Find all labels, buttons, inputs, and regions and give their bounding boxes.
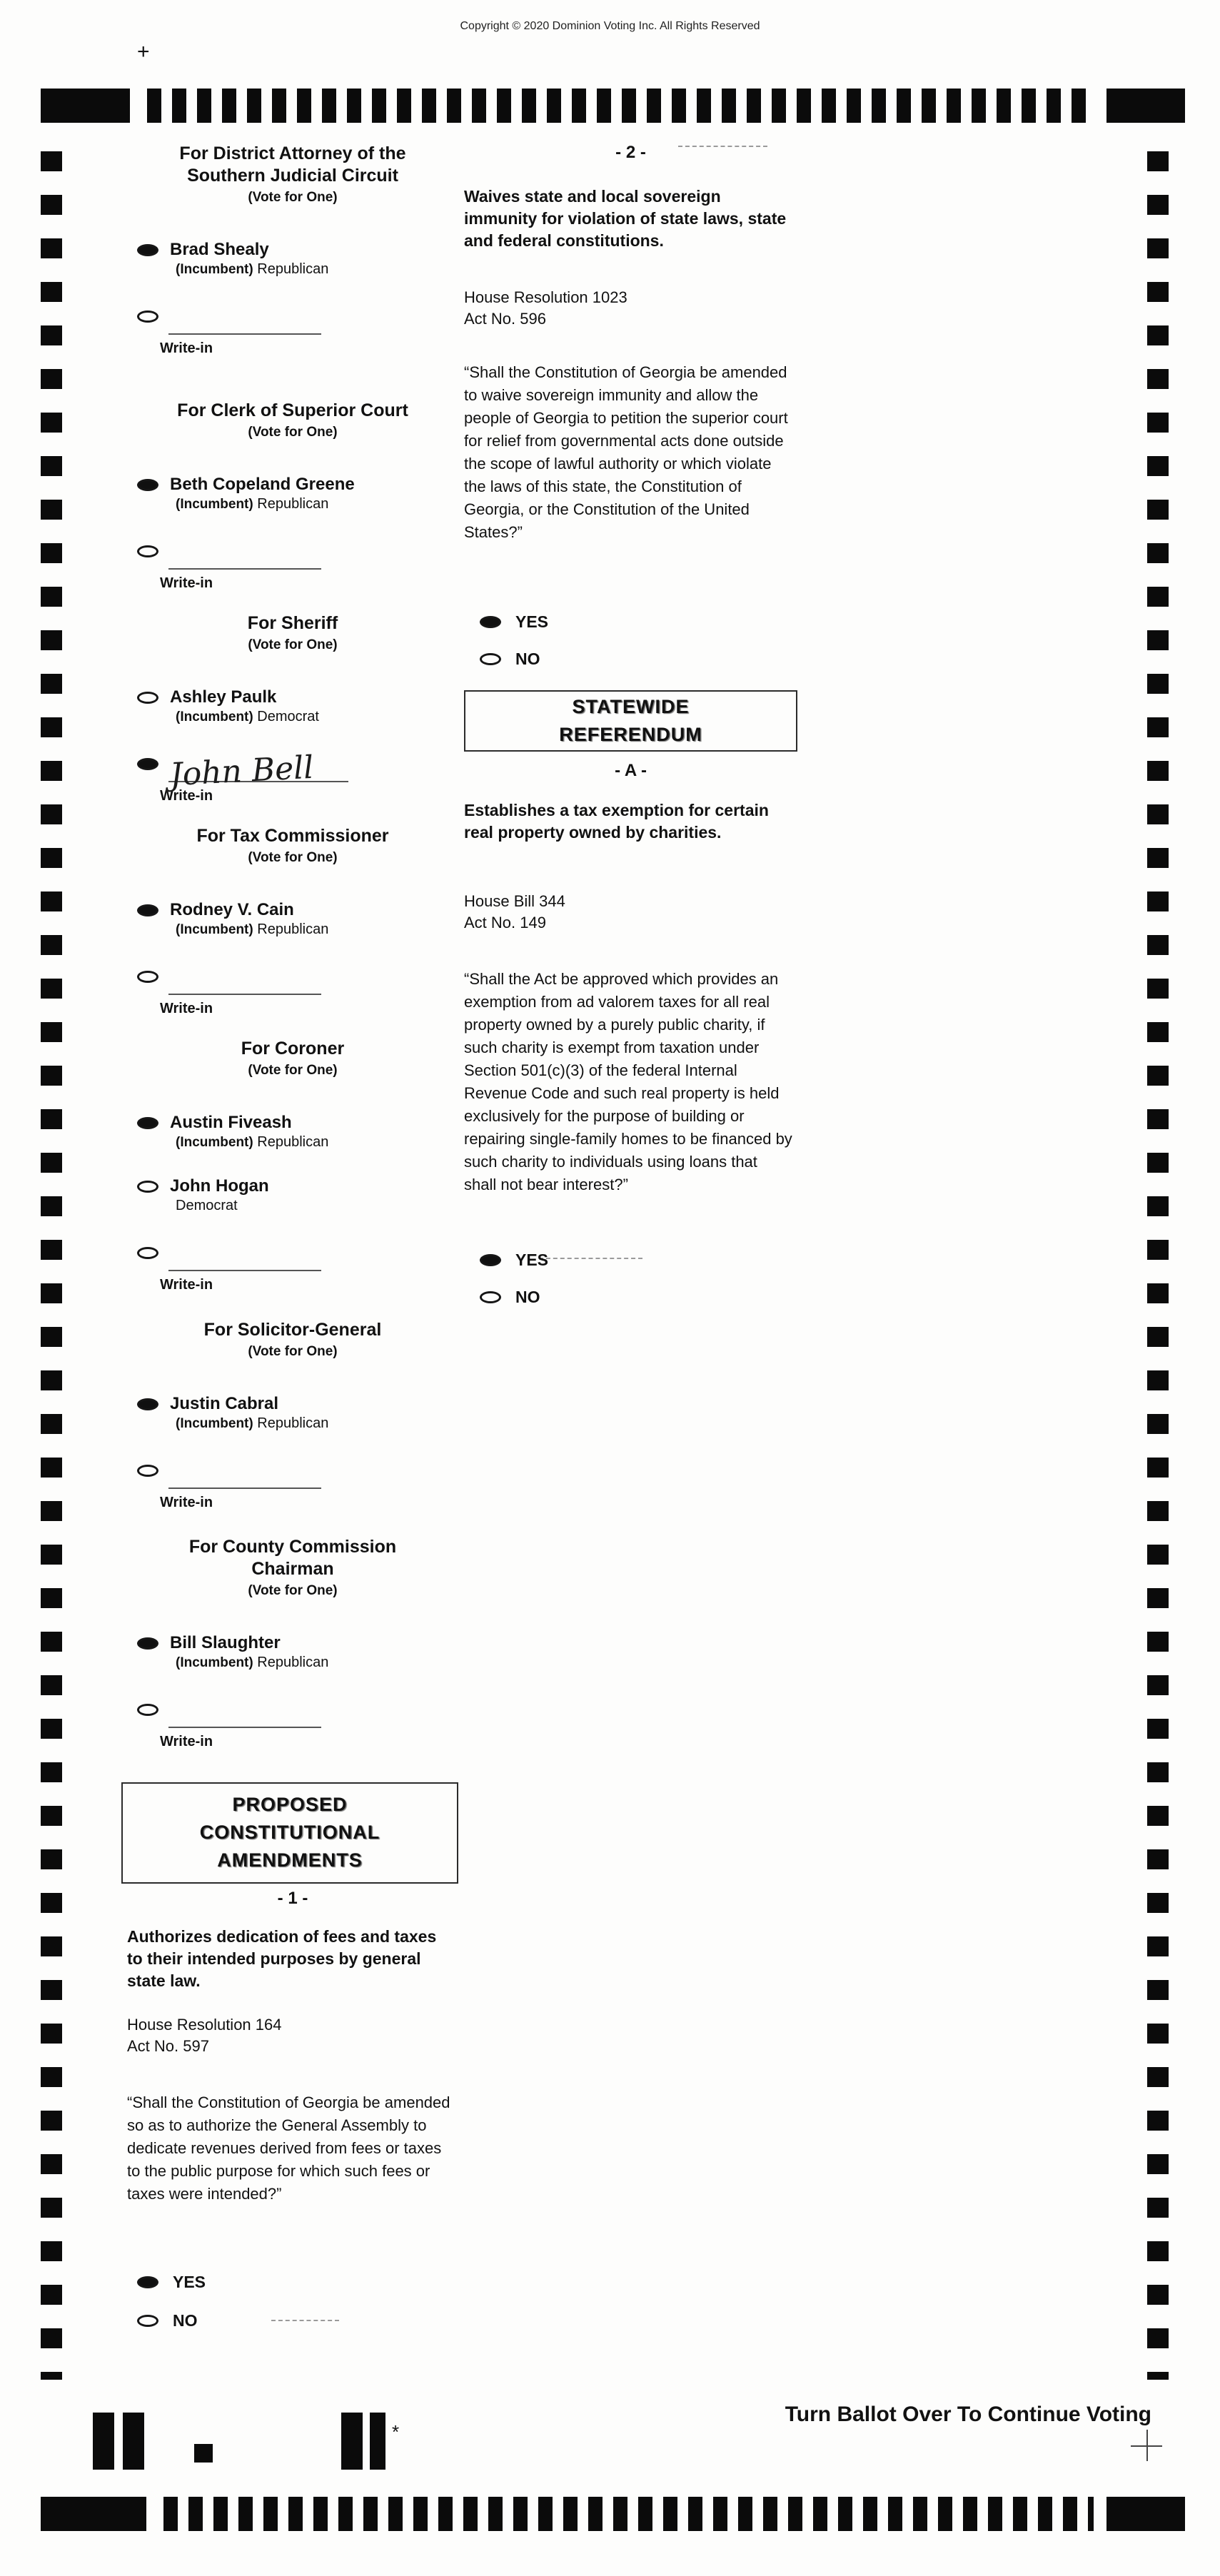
write-in-line[interactable]: [168, 541, 321, 570]
contest-tax-commissioner: [121, 825, 464, 1017]
vote-for-instruction: (Vote for One): [248, 1063, 338, 1078]
measure-a-yes-label: YES: [515, 1251, 549, 1269]
section-header-line: PROPOSED: [232, 1794, 348, 1815]
measure-a-no-oval[interactable]: [480, 1291, 501, 1303]
contest-title: For Solicitor-General: [203, 1320, 382, 1340]
orientation-mark: [194, 2444, 213, 2463]
measure-a-yes-row: [480, 1251, 813, 1270]
candidate-info: [170, 240, 328, 279]
measure-2-ref-line-2: Act No. 596: [464, 310, 546, 328]
measure-a-ref-line-1: House Bill 344: [464, 892, 565, 910]
write-in-oval[interactable]: [137, 1704, 158, 1716]
candidate-oval-rodney-v-cain[interactable]: [137, 904, 158, 916]
measure-2-summary: Waives state and local sovereign immunity for violation of state laws, state and federal constitutions.: [464, 187, 787, 250]
timing-block-bottom-left: [41, 2497, 146, 2531]
measure-2-yes-label: YES: [515, 612, 549, 631]
vote-for-instruction: (Vote for One): [248, 850, 338, 865]
candidate-name: Brad Shealy: [170, 240, 269, 259]
contest-title: Southern Judicial Circuit: [187, 166, 398, 186]
orientation-mark: [93, 2413, 114, 2470]
contest-title: For Clerk of Superior Court: [177, 400, 408, 420]
timing-block-bottom-right: [1106, 2497, 1185, 2531]
measure-2-no-label: NO: [515, 650, 540, 668]
timing-block-top-right: [1106, 89, 1185, 123]
write-in-oval[interactable]: [137, 310, 158, 323]
write-in-line[interactable]: [168, 1243, 321, 1271]
orientation-mark: [341, 2413, 363, 2470]
party-label: Republican: [257, 1655, 329, 1670]
write-in-label: Write-in: [160, 1277, 213, 1293]
measure-a-yes-oval[interactable]: [480, 1254, 501, 1266]
incumbent-label: (Incumbent): [176, 262, 253, 277]
measure-1-no-label: NO: [173, 2311, 198, 2330]
candidate-info: [170, 475, 355, 514]
contest-clerk-superior-court: [121, 400, 464, 592]
party-label: Republican: [257, 261, 329, 277]
write-in-row: [137, 965, 464, 1017]
measure-2-reference: [464, 287, 797, 330]
measure-2-no-row: [480, 650, 813, 669]
measure-1-summary: Authorizes dedication of fees and taxes to their intended purposes by general state law.: [127, 1927, 437, 1990]
contest-title: For Sheriff: [247, 613, 338, 633]
write-in-label: Write-in: [160, 788, 213, 804]
candidate-party: [176, 495, 355, 514]
measure-2-no-oval[interactable]: [480, 653, 501, 665]
measure-1-ref-line-2: Act No. 597: [127, 2037, 209, 2055]
contest-title: For Coroner: [241, 1039, 345, 1059]
candidate-oval-austin-fiveash[interactable]: [137, 1117, 158, 1129]
measure-1-yes-row: [137, 2273, 480, 2292]
registration-plus-mark: +: [137, 40, 150, 64]
write-in-line[interactable]: [168, 306, 321, 335]
vote-for-instruction: (Vote for One): [248, 1583, 338, 1598]
measure-a-no-row: [480, 1288, 813, 1307]
contest-district-attorney: [121, 143, 464, 357]
contest-coroner: [121, 1038, 464, 1293]
write-in-oval[interactable]: [137, 971, 158, 983]
candidate-info: [170, 1176, 269, 1216]
candidate-row: [137, 1113, 464, 1152]
candidate-oval-justin-cabral[interactable]: [137, 1398, 158, 1410]
write-in-line[interactable]: [168, 966, 321, 995]
write-in-label: Write-in: [160, 1001, 213, 1016]
section-header-line: REFERENDUM: [559, 724, 702, 745]
orientation-glyph: *: [392, 2421, 400, 2443]
measure-1-number: - 1 -: [277, 1889, 308, 1908]
turn-ballot-over-text: Turn Ballot Over To Continue Voting: [785, 2403, 1151, 2426]
ballot-column-right: [464, 0, 797, 2427]
candidate-name: Beth Copeland Greene: [170, 475, 355, 494]
candidate-party: [176, 1196, 269, 1216]
candidate-party: [176, 1414, 328, 1433]
measure-2-number: - 2 -: [615, 143, 646, 162]
candidate-info: [170, 687, 319, 727]
write-in-handwriting: John Bell: [168, 749, 315, 794]
candidate-name: Bill Slaughter: [170, 1633, 281, 1652]
timing-marks-left: [41, 151, 62, 2380]
measure-a-summary: Establishes a tax exemption for certain real property owned by charities.: [464, 801, 769, 842]
write-in-oval[interactable]: [137, 545, 158, 557]
candidate-row: [137, 687, 464, 727]
measure-a-question: “Shall the Act be approved which provides an exemption from ad valorem taxes for all real property owned by a purely public charity, if such charity is exempt from taxation under Section 501(c)(3) of the federal Internal Revenue Code and such real property is held exclusively for the purpose of building or repairing single-family homes to be financed by such charity to individuals using loans that shall not bear interest?”: [464, 970, 792, 1193]
candidate-party: [176, 1653, 328, 1672]
vote-for-instruction: (Vote for One): [248, 1344, 338, 1359]
write-in-line[interactable]: [168, 1460, 321, 1489]
measure-1-no-row: [137, 2311, 480, 2330]
ballot-column-left: [121, 0, 464, 2427]
candidate-row: [137, 240, 464, 279]
incumbent-label: (Incumbent): [176, 709, 253, 724]
measure-2-question: “Shall the Constitution of Georgia be amended to waive sovereign immunity and allow the people of Georgia to petition the superior court for relief from governmental acts done outside the scope of lawful authority or which violate the laws of this state, the Constitution of Georgia, or the Constitution of the United States?”: [464, 363, 788, 541]
measure-a-ref-line-2: Act No. 149: [464, 914, 546, 931]
candidate-oval-brad-shealy[interactable]: [137, 244, 158, 256]
write-in-row: [137, 305, 464, 357]
incumbent-label: (Incumbent): [176, 1655, 253, 1670]
candidate-party: [176, 260, 328, 279]
measure-1-yes-oval[interactable]: [137, 2276, 158, 2288]
section-header-line: STATEWIDE: [572, 696, 690, 717]
measure-1-question: “Shall the Constitution of Georgia be amended so as to authorize the General Assembly to dedicate revenues derived from fees or taxes to the public purpose for which such fees or taxes were intended?”: [127, 2093, 450, 2203]
measure-1-ref-line-1: House Resolution 164: [127, 2016, 282, 2034]
contest-county-commission-chairman: [121, 1536, 464, 1750]
measure-a-no-label: NO: [515, 1288, 540, 1306]
candidate-name: Ashley Paulk: [170, 687, 277, 707]
write-in-oval[interactable]: [137, 1465, 158, 1477]
candidate-name: Rodney V. Cain: [170, 900, 294, 919]
measure-1-reference: [127, 2014, 470, 2057]
measure-2-ref-line-1: House Resolution 1023: [464, 288, 627, 306]
incumbent-label: (Incumbent): [176, 1416, 253, 1431]
orientation-mark: [123, 2413, 144, 2470]
write-in-oval[interactable]: [137, 1247, 158, 1259]
measure-1-yes-label: YES: [173, 2273, 206, 2291]
write-in-row: [137, 1698, 464, 1750]
write-in-line[interactable]: [168, 1699, 321, 1728]
contest-title: For District Attorney of the: [179, 143, 406, 163]
party-label: Republican: [257, 921, 329, 937]
measure-2-yes-oval[interactable]: [480, 616, 501, 628]
incumbent-label: (Incumbent): [176, 1135, 253, 1150]
party-label: Republican: [257, 1134, 329, 1150]
write-in-line[interactable]: [168, 749, 348, 794]
write-in-label: Write-in: [160, 340, 213, 356]
candidate-oval-ashley-paulk[interactable]: [137, 692, 158, 704]
candidate-info: [170, 1113, 328, 1152]
candidate-party: [176, 1133, 328, 1152]
incumbent-label: (Incumbent): [176, 497, 253, 512]
candidate-party: [176, 920, 328, 939]
candidate-oval-john-hogan[interactable]: [137, 1181, 158, 1193]
candidate-oval-bill-slaughter[interactable]: [137, 1637, 158, 1650]
vote-for-instruction: (Vote for One): [248, 190, 338, 205]
candidate-name: John Hogan: [170, 1176, 269, 1196]
timing-block-top-left: [41, 89, 130, 123]
contest-solicitor-general: [121, 1319, 464, 1511]
measure-a-number: - A -: [615, 761, 647, 780]
party-label: Democrat: [257, 709, 319, 724]
write-in-label: Write-in: [160, 575, 213, 591]
write-in-oval[interactable]: [137, 758, 158, 770]
candidate-info: [170, 1394, 328, 1433]
candidate-row: [137, 1176, 464, 1216]
candidate-row: [137, 900, 464, 939]
party-label: Democrat: [176, 1198, 238, 1213]
candidate-row: [137, 475, 464, 514]
timing-marks-right: [1147, 151, 1169, 2380]
orientation-mark: [370, 2413, 385, 2470]
statewide-referendum-header: [464, 690, 797, 752]
incumbent-label: (Incumbent): [176, 922, 253, 937]
vote-for-instruction: (Vote for One): [248, 637, 338, 652]
section-header-line: AMENDMENTS: [217, 1849, 363, 1871]
timing-marks-bottom: [41, 2497, 1185, 2531]
candidate-name: Austin Fiveash: [170, 1113, 292, 1132]
candidate-name: Justin Cabral: [170, 1394, 279, 1413]
candidate-party: [176, 707, 319, 727]
measure-2-yes-row: [480, 612, 813, 632]
candidate-info: [170, 1633, 328, 1672]
candidate-row: [137, 1633, 464, 1672]
section-header-line: CONSTITUTIONAL: [199, 1822, 380, 1843]
candidate-info: [170, 900, 328, 939]
timing-bars-bottom: [163, 2497, 1094, 2531]
contest-sheriff: [121, 612, 464, 804]
contest-title: For County Commission: [188, 1537, 397, 1557]
write-in-row: [137, 749, 464, 804]
copyright-text: Copyright © 2020 Dominion Voting Inc. All Rights Reserved: [460, 20, 760, 32]
write-in-label: Write-in: [160, 1495, 213, 1510]
write-in-row: [137, 1241, 464, 1293]
contest-title: For Tax Commissioner: [196, 826, 389, 846]
party-label: Republican: [257, 1415, 329, 1431]
proposed-constitutional-amendments-header: [121, 1782, 458, 1884]
candidate-oval-beth-copeland-greene[interactable]: [137, 479, 158, 491]
party-label: Republican: [257, 496, 329, 512]
measure-1-no-oval[interactable]: [137, 2315, 158, 2327]
contest-title: Chairman: [251, 1559, 334, 1579]
write-in-row: [137, 1459, 464, 1511]
registration-crosshair-mark: [1131, 2430, 1162, 2461]
write-in-row: [137, 540, 464, 592]
write-in-label: Write-in: [160, 1734, 213, 1749]
measure-a-reference: [464, 891, 797, 934]
candidate-row: [137, 1394, 464, 1433]
vote-for-instruction: (Vote for One): [248, 425, 338, 440]
